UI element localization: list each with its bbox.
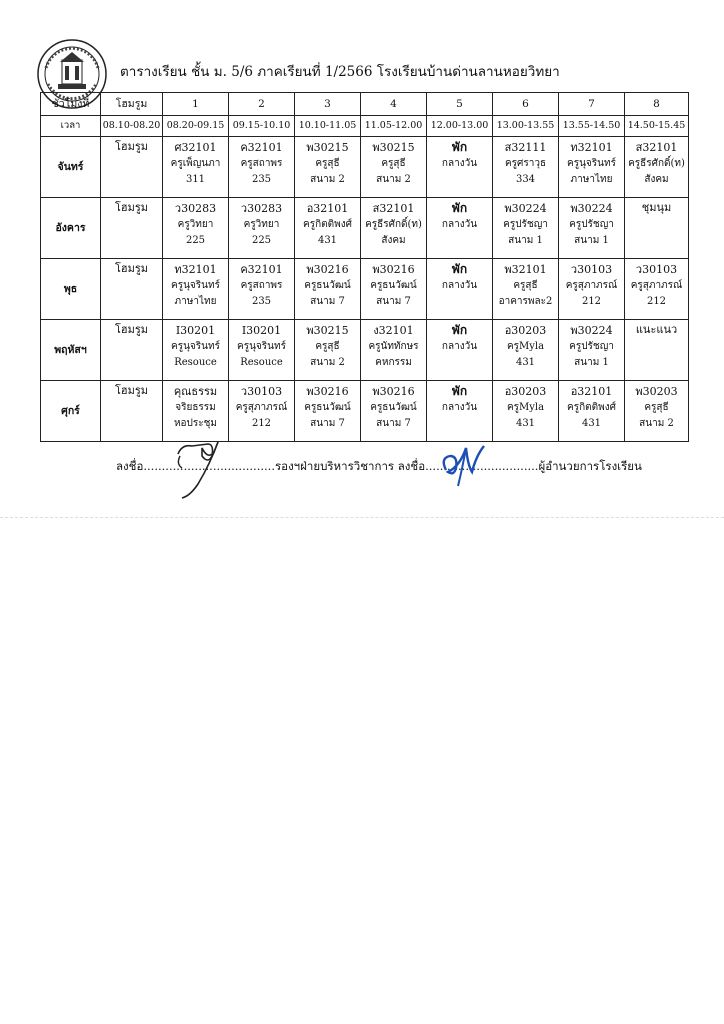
class-cell xyxy=(559,381,625,442)
teacher-name: ครูศราวุธ xyxy=(504,158,547,169)
day-name xyxy=(41,198,101,259)
room-name: 431 xyxy=(317,235,338,246)
class-cell xyxy=(295,198,361,259)
subject-code: ว30103 xyxy=(635,263,678,276)
class-cell xyxy=(625,381,689,442)
class-cell xyxy=(229,137,295,198)
teacher-name: ครูสุธี xyxy=(513,280,538,291)
homeroom-label: โฮมรูม xyxy=(114,323,149,336)
signature-director xyxy=(432,436,498,490)
subject-code: พ30216 xyxy=(306,263,349,276)
class-cell xyxy=(163,381,229,442)
day-name-text: จันทร์ xyxy=(57,161,84,173)
subject-code: อ32101 xyxy=(570,385,613,398)
subject-code: I30201 xyxy=(175,324,216,337)
teacher-name: ครูธนวัฒน์ xyxy=(304,280,351,291)
class-cell xyxy=(427,381,493,442)
subject-code: พ30224 xyxy=(570,202,613,215)
class-cell xyxy=(625,137,689,198)
teacher-name: ครูธีรศักดิ์(ท) xyxy=(365,219,422,230)
break-sub-label: กลางวัน xyxy=(441,402,478,413)
teacher-name: ครูปรัชญา xyxy=(503,219,548,230)
teacher-name: ครูนัททักษร xyxy=(368,341,419,352)
class-cell xyxy=(493,137,559,198)
time-cell: 14.50-15.45 xyxy=(625,116,689,137)
day-row xyxy=(41,198,689,259)
teacher-name: ครูMyla xyxy=(506,402,545,413)
teacher-name: ครูปรัชญา xyxy=(569,219,614,230)
teacher-name: ครูธนวัฒน์ xyxy=(370,402,417,413)
room-name: สนาม 7 xyxy=(376,296,411,307)
teacher-name: ครูวิทยา xyxy=(177,219,214,230)
class-cell xyxy=(229,259,295,320)
time-cell: 13.00-13.55 xyxy=(493,116,559,137)
class-cell xyxy=(559,137,625,198)
room-name: 235 xyxy=(251,174,272,185)
class-cell xyxy=(427,198,493,259)
class-cell xyxy=(427,320,493,381)
class-cell xyxy=(361,198,427,259)
period-header: โฮมรูม xyxy=(101,93,163,116)
class-cell xyxy=(559,320,625,381)
sign-label-1: ลงชื่อ xyxy=(116,459,144,473)
break-label: พัก xyxy=(451,384,468,398)
teacher-name: ครูสุภาภรณ์ xyxy=(630,280,683,291)
class-cell xyxy=(625,320,689,381)
break-sub-label: กลางวัน xyxy=(441,341,478,352)
room-name: 212 xyxy=(646,296,667,307)
room-name: สนาม 7 xyxy=(310,418,345,429)
room-name: สนาม 2 xyxy=(376,174,411,185)
day-name-text: ศุกร์ xyxy=(61,405,80,417)
subject-code: ง32101 xyxy=(373,324,414,337)
teacher-name: ครูนุจรินทร์ xyxy=(237,341,286,352)
role-academic-deputy: รองฯฝ่ายบริหารวิชาการ xyxy=(274,459,395,473)
room-name: 235 xyxy=(251,296,272,307)
time-cell: 12.00-13.00 xyxy=(427,116,493,137)
room-name: สนาม 1 xyxy=(574,235,609,246)
break-sub-label: กลางวัน xyxy=(441,158,478,169)
class-cell xyxy=(101,137,163,198)
class-cell xyxy=(229,381,295,442)
class-cell xyxy=(101,259,163,320)
teacher-name: ครูวิทยา xyxy=(243,219,280,230)
room-name: 212 xyxy=(251,418,272,429)
break-label: พัก xyxy=(451,140,468,154)
subject-code: พ30215 xyxy=(372,141,415,154)
room-name: สนาม 7 xyxy=(310,296,345,307)
room-name: สังคม xyxy=(644,174,669,185)
day-row xyxy=(41,381,689,442)
room-name: 225 xyxy=(251,235,272,246)
class-cell xyxy=(493,320,559,381)
time-cell: 10.10-11.05 xyxy=(295,116,361,137)
break-sub-label: กลางวัน xyxy=(441,219,478,230)
subject-code: อ30203 xyxy=(504,324,547,337)
room-name: 431 xyxy=(581,418,602,429)
teacher-name: ครูสุภาภรณ์ xyxy=(235,402,288,413)
subject-code: ว30103 xyxy=(240,385,283,398)
period-header: 7 xyxy=(559,93,625,116)
subject-code: ค32101 xyxy=(240,263,283,276)
break-label: พัก xyxy=(451,262,468,276)
room-name: Resouce xyxy=(240,357,283,368)
teacher-name: ครูกิตติพงศ์ xyxy=(303,219,352,230)
period-header: 8 xyxy=(625,93,689,116)
teacher-name: ครูปรัชญา xyxy=(569,341,614,352)
subject-code: พ30216 xyxy=(372,385,415,398)
class-cell xyxy=(361,137,427,198)
teacher-name: ครูนุจรินทร์ xyxy=(171,341,220,352)
time-row xyxy=(41,116,689,137)
class-cell xyxy=(361,381,427,442)
class-cell xyxy=(101,381,163,442)
corner-label: ชั่วโมงที่ xyxy=(41,93,101,116)
teacher-name: ครูธนวัฒน์ xyxy=(304,402,351,413)
period-header: 2 xyxy=(229,93,295,116)
class-cell xyxy=(163,320,229,381)
room-name: คหกรรม xyxy=(375,357,412,368)
subject-code: พ30215 xyxy=(306,324,349,337)
period-header: 3 xyxy=(295,93,361,116)
subject-code: ว30283 xyxy=(240,202,283,215)
teacher-name: ครูสถาพร xyxy=(240,158,283,169)
room-name: ภาษาไทย xyxy=(570,174,613,185)
class-cell xyxy=(295,320,361,381)
class-cell xyxy=(163,198,229,259)
subject-code: ส32101 xyxy=(372,202,415,215)
period-header: 1 xyxy=(163,93,229,116)
role-director: ผู้อำนวยการโรงเรียน xyxy=(538,459,642,473)
homeroom-label: โฮมรูม xyxy=(114,262,149,275)
class-cell xyxy=(295,137,361,198)
teacher-name: ครูสุภาภรณ์ xyxy=(565,280,618,291)
activity-label: ชุมนุม xyxy=(641,201,672,214)
page-divider xyxy=(0,517,724,518)
page-title: ตารางเรียน ชั้น ม. 5/6 ภาคเรียนที่ 1/2566 โรงเรียนบ้านด่านลานหอยวิทยา xyxy=(120,64,560,80)
class-cell xyxy=(427,259,493,320)
period-header: 6 xyxy=(493,93,559,116)
subject-code: คุณธรรม xyxy=(173,385,218,398)
day-name-text: พฤหัสฯ xyxy=(54,344,87,356)
teacher-name: ครูสุธี xyxy=(381,158,406,169)
subject-code: พ30215 xyxy=(306,141,349,154)
teacher-name: ครูธีรศักดิ์(ท) xyxy=(628,158,685,169)
subject-code: พ32101 xyxy=(504,263,547,276)
period-header: 4 xyxy=(361,93,427,116)
room-name: สนาม 1 xyxy=(508,235,543,246)
class-cell xyxy=(625,198,689,259)
activity-label: แนะแนว xyxy=(635,323,678,336)
subject-code: พ30203 xyxy=(635,385,678,398)
room-name: อาคารพละ2 xyxy=(498,296,553,307)
room-name: หอประชุม xyxy=(173,418,218,429)
class-cell xyxy=(559,259,625,320)
teacher-name: ครูธนวัฒน์ xyxy=(370,280,417,291)
day-name-text: พุธ xyxy=(63,283,78,295)
break-label: พัก xyxy=(451,323,468,337)
class-cell xyxy=(493,259,559,320)
teacher-name: ครูกิตติพงศ์ xyxy=(567,402,616,413)
teacher-name: ครูสุธี xyxy=(644,402,669,413)
subject-code: ส32101 xyxy=(635,141,678,154)
class-cell xyxy=(229,320,295,381)
subject-code: ศ32101 xyxy=(174,141,217,154)
day-row xyxy=(41,137,689,198)
room-name: สังคม xyxy=(381,235,406,246)
teacher-name: ครูสถาพร xyxy=(240,280,283,291)
day-row xyxy=(41,259,689,320)
day-name xyxy=(41,259,101,320)
break-sub-label: กลางวัน xyxy=(441,280,478,291)
subject-code: ส32111 xyxy=(504,141,547,154)
header-row xyxy=(41,93,689,116)
homeroom-label: โฮมรูม xyxy=(114,201,149,214)
room-name: 431 xyxy=(515,418,536,429)
room-name: Resouce xyxy=(174,357,217,368)
sign-dots-2: ............................... xyxy=(425,459,539,473)
subject-code: พ30216 xyxy=(306,385,349,398)
homeroom-label: โฮมรูม xyxy=(114,140,149,153)
teacher-name: ครูเพ็ญนภา xyxy=(170,158,221,169)
room-name: สนาม 2 xyxy=(310,357,345,368)
subject-code: ท32101 xyxy=(174,263,217,276)
teacher-name: ครูสุธี xyxy=(315,341,340,352)
period-header: 5 xyxy=(427,93,493,116)
day-name xyxy=(41,381,101,442)
time-cell: 08.20-09.15 xyxy=(163,116,229,137)
time-cell: 11.05-12.00 xyxy=(361,116,427,137)
class-cell xyxy=(493,381,559,442)
time-cell: 13.55-14.50 xyxy=(559,116,625,137)
subject-code: พ30224 xyxy=(504,202,547,215)
class-cell xyxy=(101,320,163,381)
class-cell xyxy=(559,198,625,259)
subject-code: อ32101 xyxy=(306,202,349,215)
class-cell xyxy=(101,198,163,259)
day-name xyxy=(41,320,101,381)
room-name: 212 xyxy=(581,296,602,307)
class-cell xyxy=(361,259,427,320)
subject-code: ท32101 xyxy=(570,141,613,154)
room-name: ภาษาไทย xyxy=(174,296,217,307)
class-cell xyxy=(625,259,689,320)
class-cell xyxy=(163,259,229,320)
teacher-name: ครูMyla xyxy=(506,341,545,352)
day-name xyxy=(41,137,101,198)
time-cell: 08.10-08.20 xyxy=(101,116,163,137)
subject-code: อ30203 xyxy=(504,385,547,398)
teacher-name: ครูสุธี xyxy=(315,158,340,169)
time-cell: 09.15-10.10 xyxy=(229,116,295,137)
signature-deputy xyxy=(168,434,258,504)
subject-code: ว30283 xyxy=(174,202,217,215)
break-label: พัก xyxy=(451,201,468,215)
subject-code: พ30216 xyxy=(372,263,415,276)
sign-dots-1: .................................... xyxy=(143,459,275,473)
room-name: สนาม 2 xyxy=(639,418,674,429)
room-name: 225 xyxy=(185,235,206,246)
class-cell xyxy=(163,137,229,198)
room-name: 431 xyxy=(515,357,536,368)
class-cell xyxy=(493,198,559,259)
subject-code: ค32101 xyxy=(240,141,283,154)
day-name-text: อังคาร xyxy=(55,222,86,234)
subject-code: พ30224 xyxy=(570,324,613,337)
teacher-name: จริยธรรม xyxy=(175,402,216,413)
room-name: สนาม 7 xyxy=(376,418,411,429)
homeroom-label: โฮมรูม xyxy=(114,384,149,397)
subject-code: ว30103 xyxy=(570,263,613,276)
room-name: 334 xyxy=(515,174,536,185)
class-cell xyxy=(295,381,361,442)
room-name: สนาม 1 xyxy=(574,357,609,368)
time-label: เวลา xyxy=(41,116,101,137)
day-row xyxy=(41,320,689,381)
subject-code: I30201 xyxy=(241,324,282,337)
teacher-name: ครูนุจรินทร์ xyxy=(567,158,616,169)
class-cell xyxy=(427,137,493,198)
teacher-name: ครูนุจรินทร์ xyxy=(171,280,220,291)
room-name: 311 xyxy=(185,174,206,185)
sign-label-2: ลงชื่อ xyxy=(397,459,426,473)
class-cell xyxy=(229,198,295,259)
schedule-table xyxy=(40,92,689,442)
room-name: สนาม 2 xyxy=(310,174,345,185)
class-cell xyxy=(295,259,361,320)
class-cell xyxy=(361,320,427,381)
